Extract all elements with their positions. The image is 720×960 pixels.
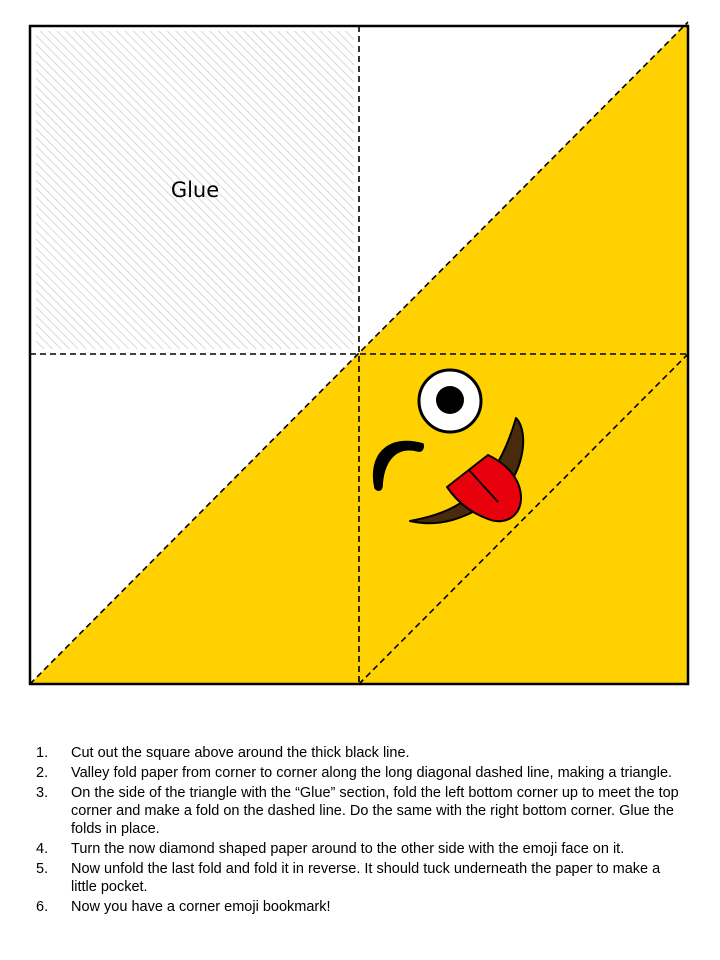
instruction-step (36, 744, 686, 762)
instruction-text: Turn the now diamond shaped paper around to the other side with the emoji face on it. (71, 841, 625, 857)
instruction-text: On the side of the triangle with the “Glue” section, fold the left bottom corner up to meet the top corner and make a fold on the dashed line. Do the same with the right bottom corner. Glue the folds in place. (71, 785, 679, 837)
instruction-text: Now unfold the last fold and fold it in reverse. It should tuck underneath the paper to make a little pocket. (71, 861, 661, 895)
instruction-step (36, 898, 686, 916)
instruction-number: 1. (36, 745, 49, 761)
instruction-number: 6. (36, 899, 49, 915)
instruction-number: 4. (36, 841, 49, 857)
pupil-icon (436, 386, 464, 414)
instruction-step (36, 784, 686, 838)
instruction-number: 2. (36, 765, 49, 781)
instruction-step (36, 840, 686, 858)
instructions-list (36, 744, 686, 918)
instruction-step (36, 764, 686, 782)
instruction-text: Valley fold paper from corner to corner along the long diagonal dashed line, making a triangle. (71, 765, 673, 781)
instruction-text: Now you have a corner emoji bookmark! (71, 899, 331, 915)
instruction-text: Cut out the square above around the thick black line. (71, 745, 410, 761)
instruction-number: 5. (36, 861, 49, 877)
instruction-step (36, 860, 686, 896)
glue-label: Glue (170, 178, 220, 202)
instruction-number: 3. (36, 785, 49, 801)
